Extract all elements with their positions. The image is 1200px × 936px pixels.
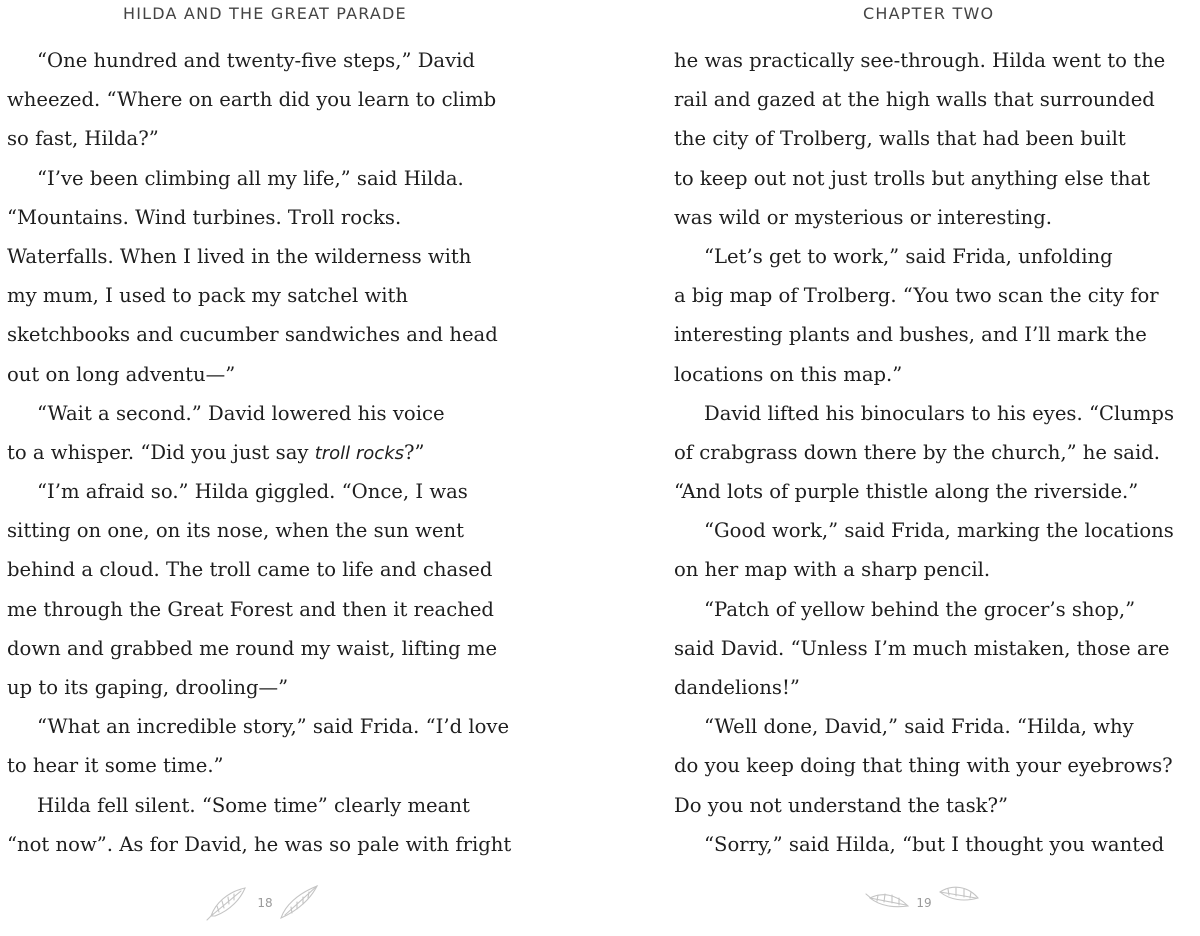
text-run: to a whisper. “Did you just say [7, 440, 315, 464]
page-number: 19 [916, 896, 932, 910]
text-line: to hear it some time.” [7, 754, 224, 778]
text-line: Waterfalls. When I lived in the wilderness with [7, 244, 472, 268]
page-number: 18 [257, 896, 273, 910]
text-line: out on long adventu—” [7, 362, 236, 386]
italic-phrase: troll rocks [314, 442, 405, 464]
text-line: do you keep doing that thing with your eyebrows? [674, 754, 1173, 778]
page-number-ornament [205, 878, 325, 928]
body-text [674, 41, 1174, 864]
text-line: up to its gaping, drooling—” [7, 676, 289, 699]
text-line: on her map with a sharp pencil. [674, 558, 991, 582]
text-line: sitting on one, on its nose, when the sun went [7, 519, 464, 543]
running-head-chapter: CHAPTER TWO [863, 4, 995, 23]
text-line: David lifted his binoculars to his eyes. “Clumps [704, 401, 1175, 425]
text-line: “One hundred and twenty-five steps,” David [37, 49, 475, 72]
text-line: rail and gazed at the high walls that surrounded [674, 88, 1155, 112]
text-line: he was practically see-through. Hilda went to the [674, 49, 1166, 72]
text-line: “I’m afraid so.” Hilda giggled. “Once, I was [37, 480, 468, 504]
text-line: Do you not understand the task?” [674, 793, 1009, 817]
text-line: so fast, Hilda?” [7, 127, 159, 151]
running-head-book-title: HILDA AND THE GREAT PARADE [123, 4, 407, 23]
text-line: interesting plants and bushes, and I’ll mark the [674, 323, 1147, 347]
text-line: locations on this map.” [674, 362, 903, 386]
text-line: was wild or mysterious or interesting. [674, 205, 1053, 229]
text-line [7, 433, 511, 472]
text-line: “I’ve been climbing all my life,” said Hilda. [37, 166, 464, 190]
body-text [7, 41, 511, 864]
text-line: said David. “Unless I’m much mistaken, those are [674, 636, 1170, 660]
text-line: “And lots of purple thistle along the riverside.” [674, 480, 1139, 504]
text-line: “Sorry,” said Hilda, “but I thought you wanted [704, 832, 1165, 856]
text-line: “Well done, David,” said Frida. “Hilda, why [704, 715, 1134, 739]
text-line: “Good work,” said Frida, marking the locations [704, 519, 1174, 543]
text-line: “Wait a second.” David lowered his voice [37, 401, 445, 425]
text-line: Hilda fell silent. “Some time” clearly meant [37, 793, 470, 817]
text-line: behind a cloud. The troll came to life and chased [7, 558, 493, 582]
text-line: wheezed. “Where on earth did you learn to climb [7, 88, 497, 112]
text-line: “Patch of yellow behind the grocer’s shop,” [704, 597, 1136, 621]
page-number-ornament [864, 878, 984, 928]
text-line: “What an incredible story,” said Frida. “I’d love [37, 715, 510, 739]
text-line: to keep out not just trolls but anything else that [674, 166, 1151, 190]
right-page [600, 0, 1200, 936]
text-line: down and grabbed me round my waist, lifting me [7, 636, 498, 660]
text-line: my mum, I used to pack my satchel with [7, 284, 409, 308]
text-run: ?” [404, 440, 425, 464]
text-line: “not now”. As for David, he was so pale with fright [7, 832, 512, 856]
text-line: “Mountains. Wind turbines. Troll rocks. [7, 205, 402, 229]
text-line: “Let’s get to work,” said Frida, unfolding [704, 244, 1113, 268]
text-line: a big map of Trolberg. “You two scan the city for [674, 284, 1159, 308]
text-line: dandelions!” [674, 676, 800, 699]
text-line: of crabgrass down there by the church,” he said. [674, 440, 1161, 464]
text-line: sketchbooks and cucumber sandwiches and head [7, 323, 498, 347]
text-line: the city of Trolberg, walls that had been built [674, 127, 1126, 151]
text-line: me through the Great Forest and then it reached [7, 597, 494, 621]
